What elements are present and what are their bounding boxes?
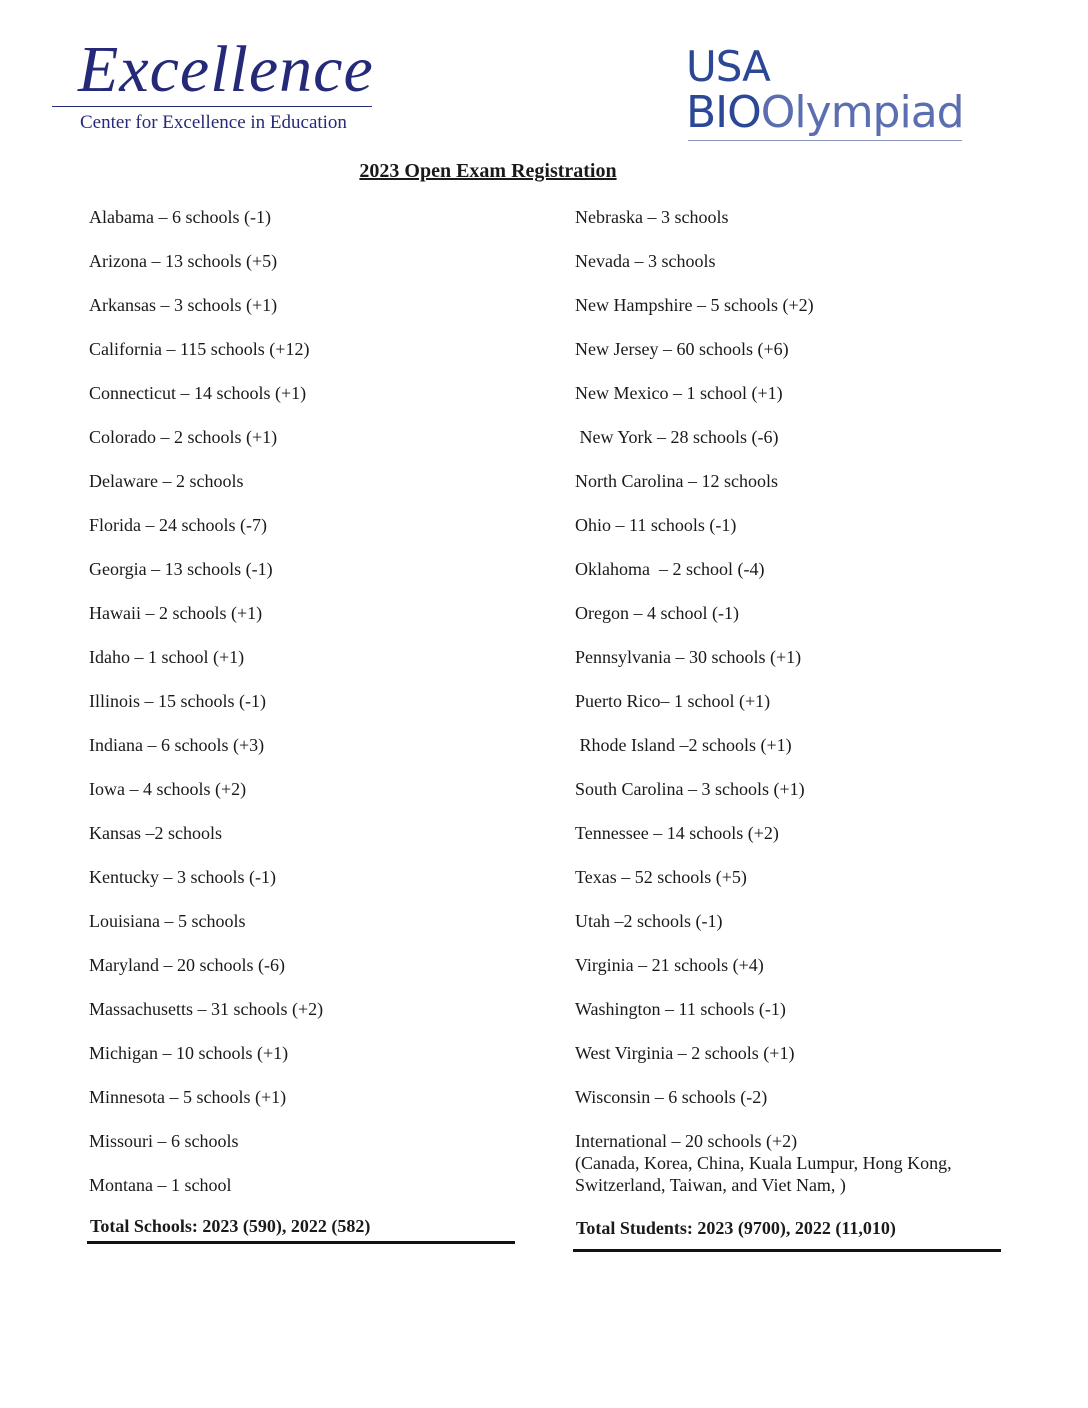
- list-item: New York – 28 schools (-6): [575, 427, 779, 447]
- list-item: Connecticut – 14 schools (+1): [89, 383, 307, 403]
- list-item: Maryland – 20 schools (-6): [89, 955, 285, 975]
- list-item: West Virginia – 2 schools (+1): [575, 1043, 795, 1063]
- list-item: Massachusetts – 31 schools (+2): [89, 999, 324, 1019]
- usa-biolympiad-logo: [686, 44, 966, 144]
- list-item: Iowa – 4 schools (+2): [89, 779, 247, 799]
- total-students-underline: [573, 1249, 1001, 1252]
- list-item: Michigan – 10 schools (+1): [89, 1043, 289, 1063]
- total-schools: Total Schools: 2023 (590), 2022 (582): [90, 1216, 371, 1236]
- biolympiad-logo-rule: [688, 140, 962, 141]
- international-countries-line: Switzerland, Taiwan, and Viet Nam, ): [575, 1175, 846, 1195]
- list-item: Montana – 1 school: [89, 1175, 232, 1195]
- list-item: Indiana – 6 schools (+3): [89, 735, 265, 755]
- list-item: Texas – 52 schools (+5): [575, 867, 747, 887]
- excellence-logo-subtitle: Center for Excellence in Education: [80, 112, 347, 133]
- list-item: Arkansas – 3 schools (+1): [89, 295, 278, 315]
- list-item: California – 115 schools (+12): [89, 339, 310, 359]
- list-item: Tennessee – 14 schools (+2): [575, 823, 779, 843]
- list-item: Utah –2 schools (-1): [575, 911, 723, 931]
- left-state-list: [89, 206, 519, 1218]
- page-title: 2023 Open Exam Registration: [359, 160, 617, 182]
- list-item: Idaho – 1 school (+1): [89, 647, 245, 667]
- list-item: Kansas –2 schools: [89, 823, 222, 843]
- excellence-logo-rule: [52, 106, 372, 107]
- list-item: Missouri – 6 schools: [89, 1131, 239, 1151]
- list-item: South Carolina – 3 schools (+1): [575, 779, 805, 799]
- list-item: Georgia – 13 schools (-1): [89, 559, 273, 579]
- list-item: Arizona – 13 schools (+5): [89, 251, 278, 271]
- list-item: Colorado – 2 schools (+1): [89, 427, 278, 447]
- total-schools-underline: [87, 1241, 515, 1244]
- list-item: North Carolina – 12 schools: [575, 471, 778, 491]
- right-state-list: [575, 206, 995, 1196]
- list-item: Virginia – 21 schools (+4): [575, 955, 764, 975]
- excellence-logo-script: Excellence: [78, 33, 374, 106]
- list-item: Louisiana – 5 schools: [89, 911, 246, 931]
- list-item: Oklahoma – 2 school (-4): [575, 559, 765, 579]
- list-item: Hawaii – 2 schools (+1): [89, 603, 263, 623]
- international-countries-line: (Canada, Korea, China, Kuala Lumpur, Hong Kong,: [575, 1153, 952, 1173]
- international-entry: [575, 1130, 995, 1196]
- total-students: Total Students: 2023 (9700), 2022 (11,010): [576, 1218, 896, 1238]
- list-item: New Jersey – 60 schools (+6): [575, 339, 789, 359]
- list-item: New Hampshire – 5 schools (+2): [575, 295, 814, 315]
- list-item: Alabama – 6 schools (-1): [89, 207, 271, 227]
- list-item: Delaware – 2 schools: [89, 471, 244, 491]
- list-item: Kentucky – 3 schools (-1): [89, 867, 276, 887]
- international-line: International – 20 schools (+2): [575, 1131, 798, 1151]
- list-item: Illinois – 15 schools (-1): [89, 691, 266, 711]
- list-item: Florida – 24 schools (-7): [89, 515, 267, 535]
- biolympiad-logo-wordmark: [686, 88, 964, 138]
- biolympiad-logo-bio: BIO: [686, 87, 761, 138]
- list-item: Rhode Island –2 schools (+1): [575, 735, 792, 755]
- excellence-logo: [52, 34, 374, 134]
- list-item: Puerto Rico– 1 school (+1): [575, 691, 771, 711]
- list-item: New Mexico – 1 school (+1): [575, 383, 783, 403]
- list-item: Pennsylvania – 30 schools (+1): [575, 647, 802, 667]
- list-item: Ohio – 11 schools (-1): [575, 515, 737, 535]
- list-item: Minnesota – 5 schools (+1): [89, 1087, 287, 1107]
- biolympiad-logo-olympiad: Olympiad: [760, 87, 964, 138]
- list-item: Washington – 11 schools (-1): [575, 999, 786, 1019]
- list-item: Nevada – 3 schools: [575, 251, 716, 271]
- list-item: Oregon – 4 school (-1): [575, 603, 739, 623]
- list-item: Nebraska – 3 schools: [575, 207, 729, 227]
- list-item: Wisconsin – 6 schools (-2): [575, 1087, 768, 1107]
- biolympiad-logo-usa: USA: [686, 42, 770, 91]
